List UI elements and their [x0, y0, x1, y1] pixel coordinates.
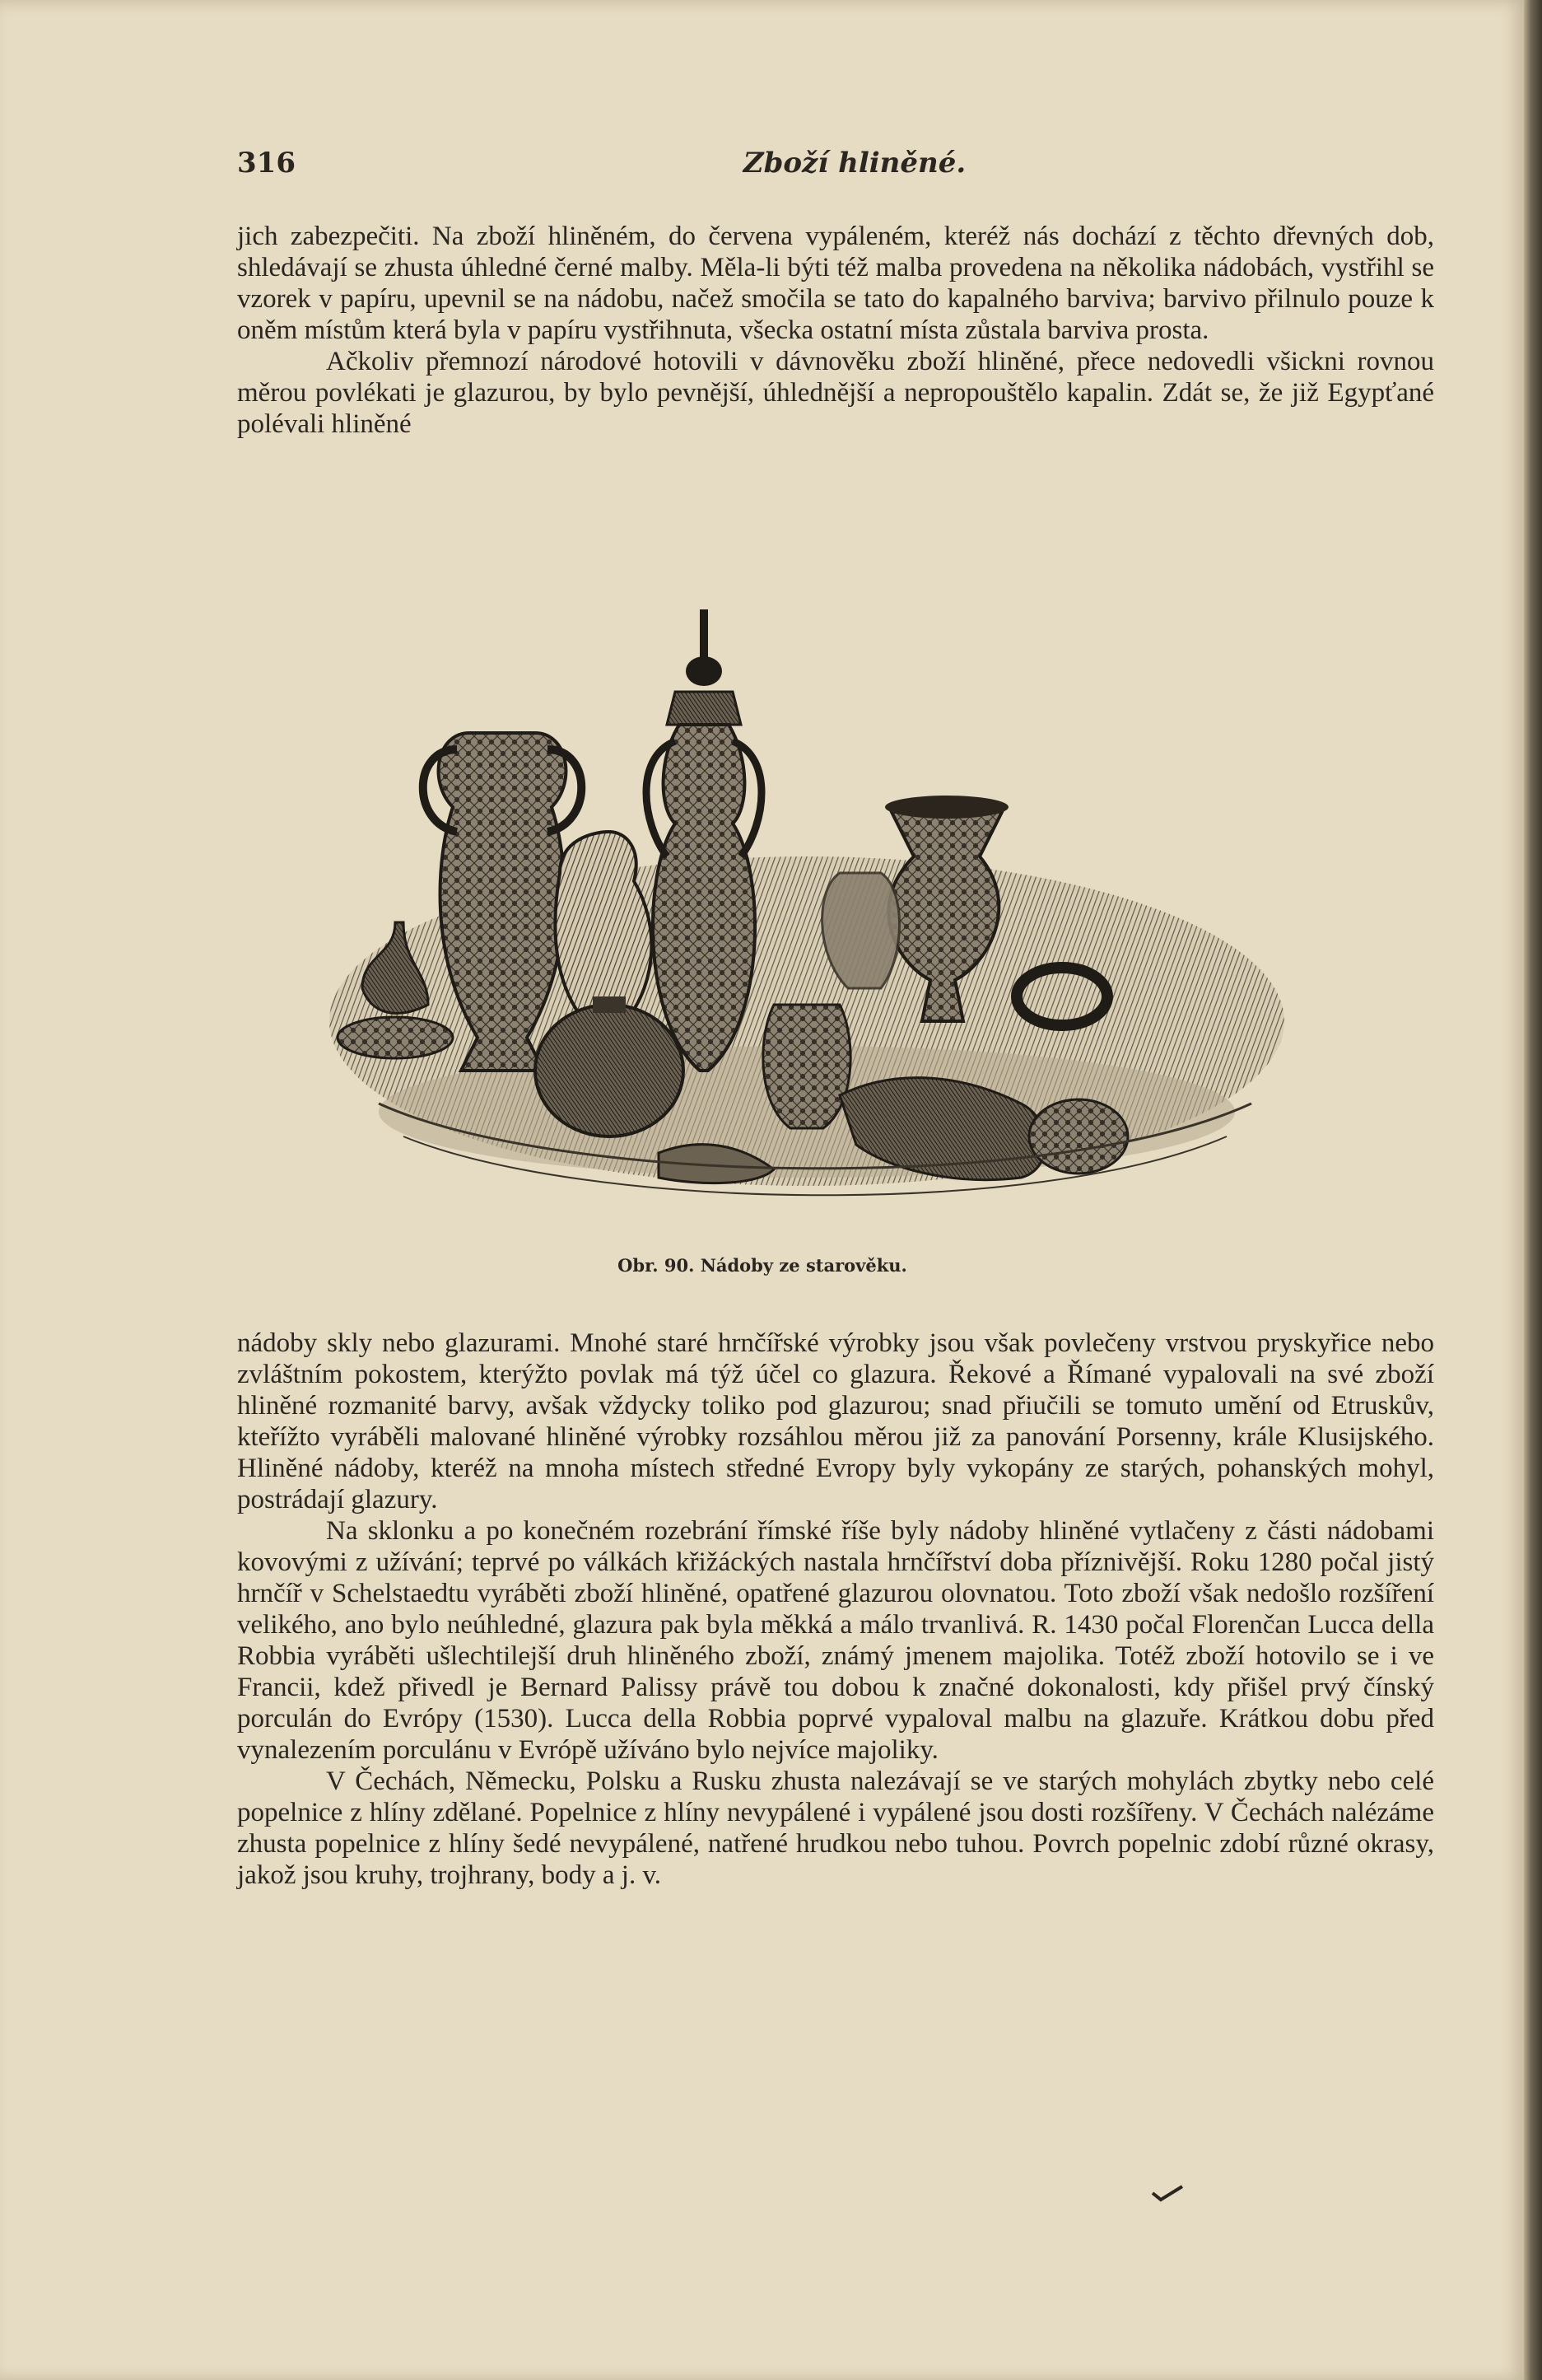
- paragraph: Na sklonku a po konečném rozebrání římské říše byly nádoby hliněné vytlačeny z části nádobami kovovými z užívání; teprvé po válkách křižáckých nastala hrnčířství doba příznivější. Roku 1280 počal jistý hrnčíř v Schelstaedtu vyráběti zboží hliněné, opatřené glazurou olovnatou. Toto zboží však nedošlo rozšíření velikého, ano bylo neúhledné, glazura pak byla měkká a málo trvanlivá. R. 1430 počal Florenčan Lucca della Robbia vyráběti ušlechtilejší druh hliněného zboží, známý jmenem majolika. Totéž zboží hotovilo se i ve Francii, kdež přivedl je Bernard Palissy právě tou dobou k značné dokonalosti, kdy přišel prvý čínský porculán do Evrópy (1530). Lucca della Robbia poprvé vypaloval malbu na glazuře. Krátkou dobu před vynalezením porculánu v Evrópě užíváno bylo nejvíce majoliky.: [237, 1516, 1434, 1765]
- bottom-text-block: [237, 1328, 1434, 1891]
- figure-caption: Obr. 90. Nádoby ze starověku.: [617, 1255, 907, 1276]
- top-text-block: [237, 221, 1434, 440]
- page-number: 316: [237, 147, 296, 180]
- book-page-edge: [1524, 0, 1542, 2380]
- ancient-vessels-engraving: [313, 609, 1317, 1235]
- pencil-check-mark: [1151, 2183, 1184, 2203]
- paragraph: V Čechách, Německu, Polsku a Rusku zhusta nalezávají se ve starých mohylách zbytky nebo celé popelnice z hlíny zdělané. Popelnice z hlíny nevypálené i vypálené jsou dosti rozšířeny. V Čechách nalézáme zhusta popelnice z hlíny šedé nevypálené, natřené hrudkou nebo tuhou. Povrch popelnic zdobí různé okrasy, jakož jsou kruhy, trojhrany, body a j. v.: [237, 1766, 1434, 1890]
- paragraph: jich zabezpečiti. Na zboží hliněném, do červena vypáleném, kteréž nás dochází z těchto dřevných dob, shledávají se zhusta úhledné černé malby. Měla-li býti též malba provedena na několika nádobách, vystřihl se vzorek v papíru, upevnil se na nádobu, načež smočila se tato do kapalného barviva; barvivo přilnulo pouze k oněm místům která byla v papíru vystřihnuta, všecka ostatní místa zůstala barviva prosta.: [237, 222, 1434, 345]
- paragraph: Ačkoliv přemnozí národové hotovili v dávnověku zboží hliněné, přece nedovedli všickni rovnou měrou povlékati je glazurou, by bylo pevnější, úhlednější a nepropouštělo kapalin. Zdát se, že již Egypťané polévali hliněné: [237, 347, 1434, 439]
- page-header: [237, 147, 1434, 184]
- paragraph: nádoby skly nebo glazurami. Mnohé staré hrnčířské výrobky jsou však povlečeny vrstvou pryskyřice nebo zvláštním pokostem, kterýžto povlak má týž účel co glazura. Řekové a Římané vypalovali na své zboží hliněné rozmanité barvy, avšak vždycky toliko pod glazurou; snad přiučili se tomuto umění od Etruskův, kteřížto vyráběli malované hliněné výrobky rozsáhlou měrou již za panování Porsenny, krále Klusijského. Hliněné nádoby, kteréž na mnoha místech středné Evropy byly vykopány ze starých, pohanských mohyl, postrádají glazury.: [237, 1328, 1434, 1514]
- running-title: Zboží hliněné.: [743, 147, 967, 180]
